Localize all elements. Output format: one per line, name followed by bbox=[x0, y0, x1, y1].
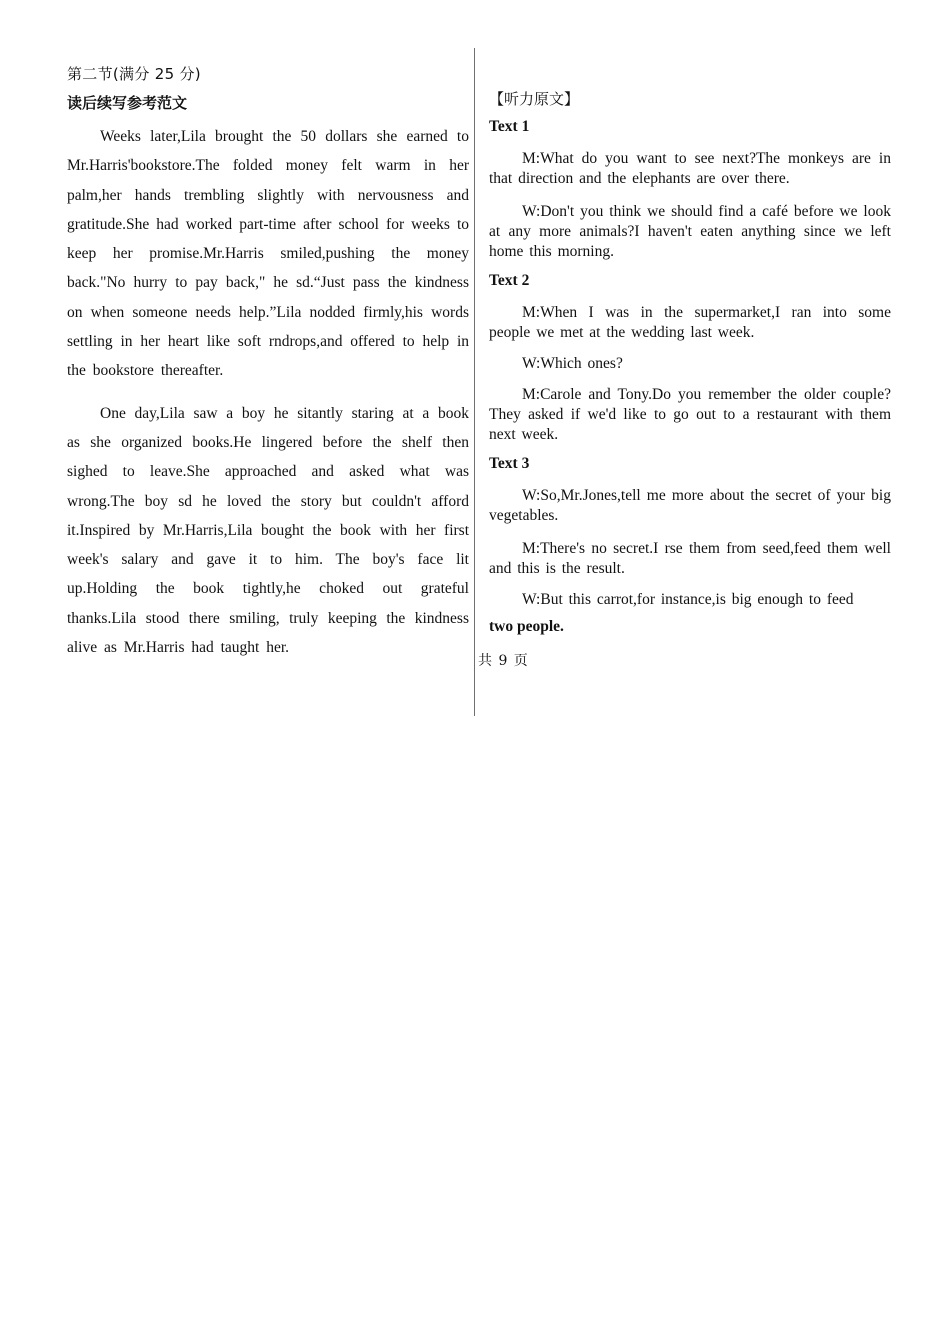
right-column bbox=[489, 86, 891, 638]
text-1-line-1: M:What do you want to see next?The monkeys are in that direction and the elephants are over there. bbox=[489, 150, 891, 187]
text-3-line-3: W:But this carrot,for instance,is big enough to feed bbox=[522, 591, 854, 608]
section-title: 第二节(满分 25 分) bbox=[67, 65, 201, 83]
text-3-heading: Text 3 bbox=[489, 455, 530, 472]
essay-paragraph-1: Weeks later,Lila brought the 50 dollars she earned to Mr.Harris'bookstore.The folded money felt warm in her palm,her hands trembling slightly with nervousness and gratitude.She had worked part-time after school for weeks to keep her promise.Mr.Harris smiled,pushing the money back."No hurry to pay back," he sd.“Just pass the kindness on when someone needs help.”Lila nodded firmly,his words settling in her heart like soft rndrops,and offered to help in the bookstore thereafter. bbox=[67, 128, 469, 380]
essay-title: 读后续写参考范文 bbox=[67, 94, 188, 112]
text-2-heading: Text 2 bbox=[489, 272, 530, 289]
text-1-heading: Text 1 bbox=[489, 118, 530, 135]
column-divider bbox=[474, 48, 475, 716]
text-3-trail: two people. bbox=[489, 618, 564, 635]
text-3-line-2: M:There's no secret.I rse them from seed,feed them well and this is the result. bbox=[489, 540, 891, 577]
page-count-footer: 共 9 页 bbox=[478, 653, 529, 669]
text-3-line-1: W:So,Mr.Jones,tell me more about the secret of your big vegetables. bbox=[489, 487, 891, 524]
text-1-line-2: W:Don't you think we should find a café before we look at any more animals?I haven't eaten anything since we left home this morning. bbox=[489, 203, 891, 260]
text-2-line-3: M:Carole and Tony.Do you remember the older couple?They asked if we'd like to go out to a restaurant with them next week. bbox=[489, 386, 891, 443]
listening-transcript-title: 【听力原文】 bbox=[489, 90, 580, 108]
left-column bbox=[67, 60, 469, 662]
text-2-line-2: W:Which ones? bbox=[522, 355, 623, 372]
essay-paragraph-2: One day,Lila saw a boy he sitantly staring at a book as she organized books.He lingered before the shelf then sighed to leave.She approached and asked what was wrong.The boy sd he loved the story but couldn't afford it.Inspired by Mr.Harris,Lila bought the book with her first week's salary and gave it to him. The boy's face lit up.Holding the book tightly,he choked out grateful thanks.Lila stood there smiling, truly keeping the kindness alive as Mr.Harris had taught her. bbox=[67, 404, 469, 657]
text-2-line-1: M:When I was in the supermarket,I ran into some people we met at the wedding last week. bbox=[489, 304, 891, 341]
